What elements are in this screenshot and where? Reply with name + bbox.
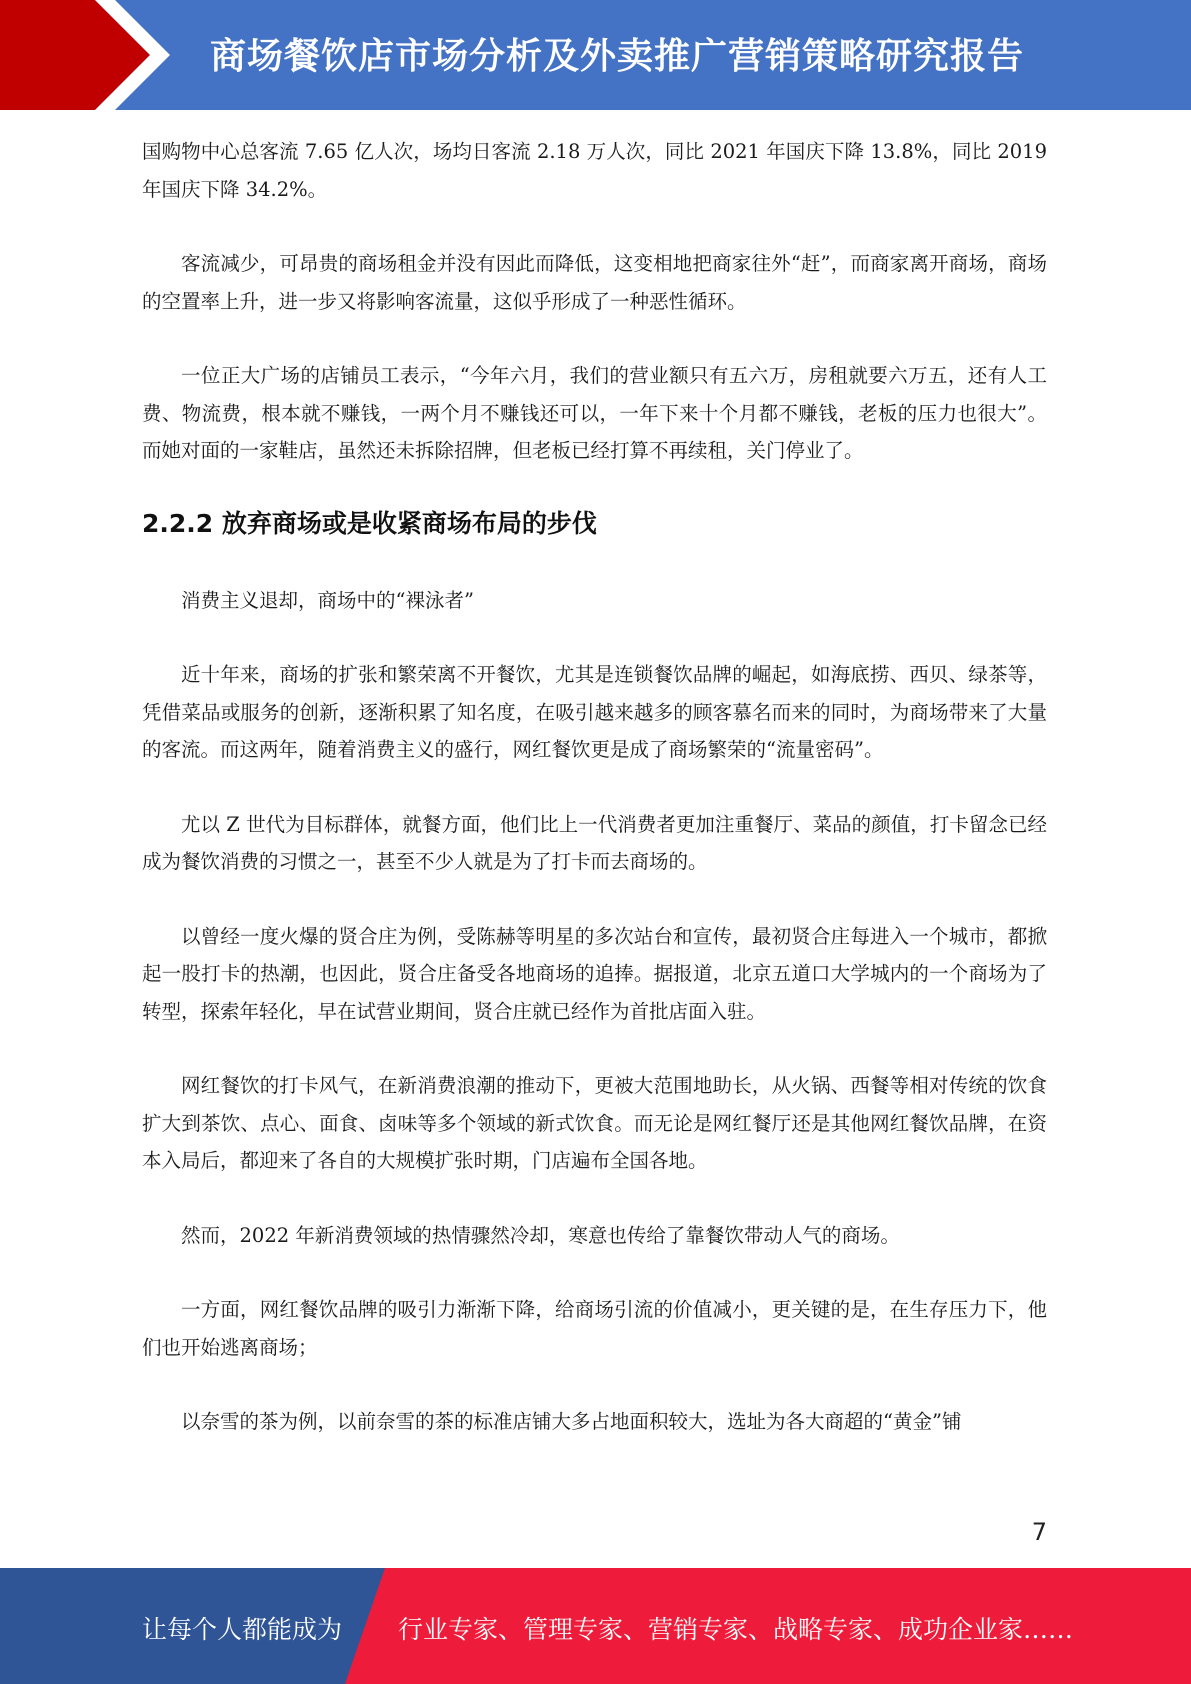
paragraph: 客流减少，可昂贵的商场租金并没有因此而降低，这变相地把商家往外“赶”，而商家离开商场，商场的空置率上升，进一步又将影响客流量，这似乎形成了一种恶性循环。 [142, 252, 1047, 313]
page-number: 7 [1031, 1518, 1047, 1546]
paragraph: 以曾经一度火爆的贤合庄为例，受陈赫等明星的多次站台和宣传，最初贤合庄每进入一个城市，都掀起一股打卡的热潮，也因此，贤合庄备受各地商场的追捧。据报道，北京五道口大学城内的一个商场为了转型，探索年轻化，早在试营业期间，贤合庄就已经作为首批店面入驻。 [142, 924, 1047, 1023]
report-title: 商场餐饮店市场分析及外卖推广营销策略研究报告 [210, 36, 1025, 77]
section-heading: 2.2.2 放弃商场或是收紧商场布局的步伐 [142, 508, 597, 538]
paragraph: 以奈雪的茶为例，以前奈雪的茶的标准店铺大多占地面积较大，选址为各大商超的“黄金”铺 [181, 1410, 962, 1433]
paragraph: 一位正大广场的店铺员工表示，“今年六月，我们的营业额只有五六万，房租就要六万五，还有人工费、物流费，根本就不赚钱，一两个月不赚钱还可以，一年下来十个月都不赚钱，老板的压力也很大”。而她对面的一家鞋店，虽然还未拆除招牌，但老板已经打算不再续租，关门停业了。 [142, 364, 1047, 462]
footer-banner [0, 1568, 1191, 1684]
paragraph: 国购物中心总客流 7.65 亿人次，场均日客流 2.18 万人次，同比 2021 年国庆下降 13.8%，同比 2019 年国庆下降 34.2%。 [142, 140, 1047, 201]
paragraph: 网红餐饮的打卡风气，在新消费浪潮的推动下，更被大范围地助长，从火锅、西餐等相对传统的饮食扩大到茶饮、点心、面食、卤味等多个领域的新式饮食。而无论是网红餐厅还是其他网红餐饮品牌，在资本入局后，都迎来了各自的大规模扩张时期，门店遍布全国各地。 [142, 1074, 1047, 1172]
footer-slogan-right: 行业专家、管理专家、营销专家、战略专家、成功企业家…… [398, 1615, 1074, 1644]
document-body [142, 133, 1047, 1441]
paragraph: 近十年来，商场的扩张和繁荣离不开餐饮，尤其是连锁餐饮品牌的崛起，如海底捞、西贝、绿茶等，凭借菜品或服务的创新，逐渐积累了知名度，在吸引越来越多的顾客慕名而来的同时，为商场带来了大量的客流。而这两年，随着消费主义的盛行，网红餐饮更是成了商场繁荣的“流量密码”。 [142, 663, 1047, 761]
paragraph: 消费主义退却，商场中的“裸泳者” [181, 588, 474, 612]
paragraph: 然而，2022 年新消费领域的热情骤然冷却，寒意也传给了靠餐饮带动人气的商场。 [181, 1223, 900, 1247]
footer-slogan-left: 让每个人都能成为 [142, 1615, 343, 1644]
header-banner [0, 0, 1191, 110]
paragraph: 尤以 Z 世代为目标群体，就餐方面，他们比上一代消费者更加注重餐厅、菜品的颜值，打卡留念已经成为餐饮消费的习惯之一，甚至不少人就是为了打卡而去商场的。 [142, 812, 1047, 873]
paragraph: 一方面，网红餐饮品牌的吸引力渐渐下降，给商场引流的价值减小，更关键的是，在生存压力下，他们也开始逃离商场； [142, 1298, 1047, 1359]
